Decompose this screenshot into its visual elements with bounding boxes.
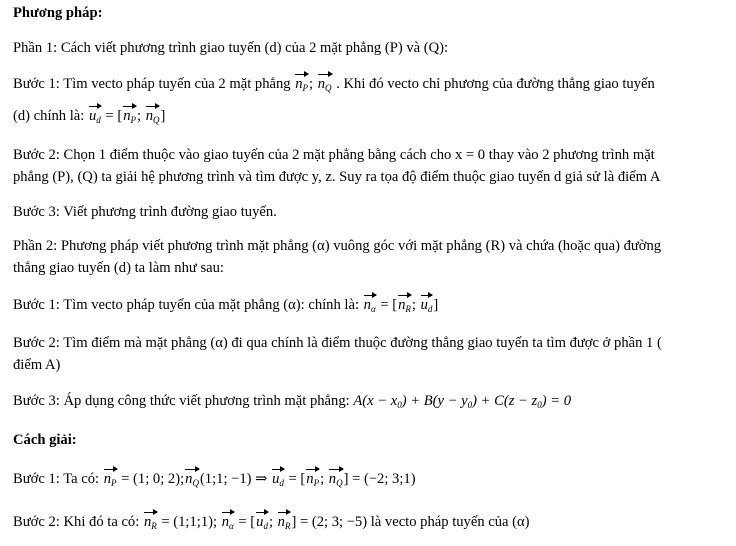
formula-solution-step1: $n_P = (1$; 0; $2);n_Q(1;1$; −1) ⇒ $u_d = [n_P$; $n_Q] = (-2$; 3;1) bbox=[103, 471, 416, 487]
part1-step1-text-a: Bước 1: Tìm vecto pháp tuyến của 2 mặt phẳng bbox=[13, 76, 291, 92]
part1-step2-line2: phẳng (P), (Q) ta giải hệ phương trình và tìm được y, z. Suy ra tọa độ điểm thuộc giao tuyến d giả sử là điểm A bbox=[13, 169, 661, 185]
part1-step3: Bước 3: Viết phương trình đường giao tuyến. bbox=[13, 204, 277, 220]
part2-step3: Bước 3: Áp dụng công thức viết phương trình mặt phẳng: $A(x - x_0) + B(y - y_0) + C(z - z_0) = 0$ bbox=[13, 393, 572, 410]
part2-step1: Bước 1: Tìm vecto pháp tuyến của mặt phẳng (α): chính là: $n_\alpha = [n_R$; $u_d$] bbox=[13, 293, 438, 317]
heading-method: Phương pháp: bbox=[13, 5, 103, 21]
part1-step2-line1: Bước 2: Chọn 1 điểm thuộc vào giao tuyến của 2 mặt phẳng bằng cách cho x = 0 thay vào 2 phương trình mặt bbox=[13, 147, 655, 163]
formula-solution-step2: $n_R$ = (1;1;1); $n_\alpha = [u_d$; $n_R] = (2$; 3; −5) bbox=[143, 514, 371, 530]
part1-title: Phần 1: Cách viết phương trình giao tuyến (d) của 2 mặt phẳng (P) và (Q): bbox=[13, 40, 449, 56]
part2-step2-line2: điểm A) bbox=[13, 357, 61, 373]
part1-step1-text-c: (d) chính là: bbox=[13, 108, 85, 124]
part2-title-line2: thẳng giao tuyến (d) ta làm như sau: bbox=[13, 260, 224, 276]
solution-step1: Bước 1: Ta có: $n_P = (1$; 0; $2);n_Q(1;1$; −1) ⇒ $u_d = [n_P$; $n_Q] = (-2$; 3;1) bbox=[13, 467, 416, 491]
formula-ud-cross: $u_d = [n_P$; $n_Q$] bbox=[88, 108, 165, 124]
vector-nP-nQ: $n_P$; $n_Q$ bbox=[294, 76, 336, 92]
heading-solution: Cách giải: bbox=[13, 432, 77, 448]
formula-nalpha-cross: $n_\alpha = [n_R$; $u_d$] bbox=[363, 297, 439, 313]
part2-title-line1: Phần 2: Phương pháp viết phương trình mặt phẳng (α) vuông góc với mặt phẳng (R) và chứa (hoặc qua) đường bbox=[13, 238, 662, 254]
solution-step2: Bước 2: Khi đó ta có: $n_R$ = (1;1;1); $n_\alpha = [u_d$; $n_R] = (2$; 3; −5) là vecto pháp tuyến của (α) bbox=[13, 510, 530, 534]
part1-step1-line2 bbox=[13, 104, 165, 128]
part2-step2-line1: Bước 2: Tìm điểm mà mặt phẳng (α) đi qua chính là điểm thuộc đường thẳng giao tuyến ta tìm được ở phần 1 ( bbox=[13, 335, 662, 351]
formula-plane-equation: $A(x - x_0) + B(y - y_0) + C(z - z_0) = 0$ bbox=[353, 393, 572, 410]
part1-step1-text-b: . Khi đó vecto chỉ phương của đường thẳng giao tuyến bbox=[336, 76, 655, 92]
part1-step1-line1 bbox=[13, 72, 655, 96]
